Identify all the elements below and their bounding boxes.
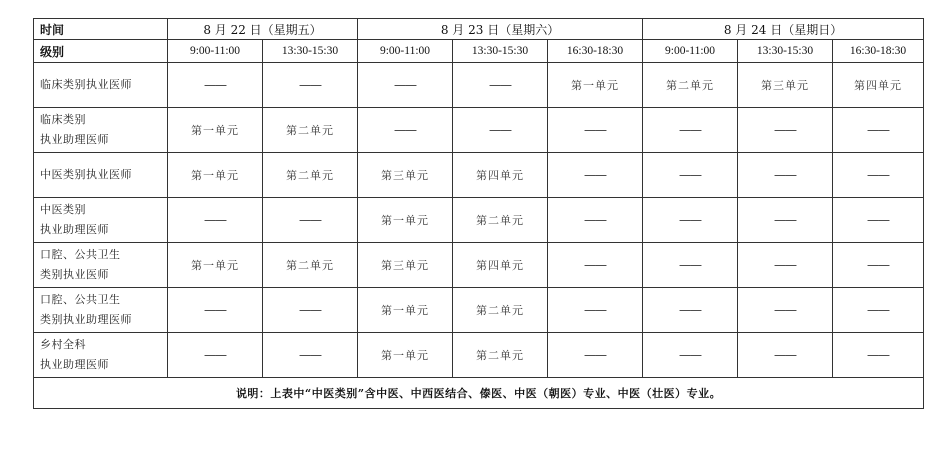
schedule-cell <box>643 108 738 153</box>
level-label-line: 执业助理医师 <box>40 358 109 371</box>
schedule-cell <box>263 153 358 198</box>
time-slot-header: 13:30-15:30 <box>453 40 548 63</box>
unit-label: 第四单元 <box>476 259 525 272</box>
schedule-cell <box>168 288 263 333</box>
empty-dash: —— <box>774 168 797 182</box>
empty-dash: —— <box>584 213 607 227</box>
level-label-line: 口腔、公共卫生 <box>40 293 121 306</box>
level-label-line: 中医类别执业医师 <box>40 168 132 181</box>
slot-header-row <box>34 40 924 63</box>
empty-dash: —— <box>489 123 512 137</box>
schedule-cell <box>453 198 548 243</box>
empty-dash: —— <box>584 258 607 272</box>
time-slot-header: 16:30-18:30 <box>833 40 924 63</box>
empty-dash: —— <box>679 213 702 227</box>
date-header: 8 月 23 日（星期六） <box>358 19 643 40</box>
unit-label: 第四单元 <box>476 169 525 182</box>
table-row <box>34 108 924 153</box>
table-row <box>34 153 924 198</box>
level-label-line: 临床类别执业医师 <box>40 78 132 91</box>
empty-dash: —— <box>299 348 321 362</box>
schedule-cell <box>358 63 453 108</box>
schedule-cell <box>833 333 924 378</box>
unit-label: 第一单元 <box>381 214 430 227</box>
unit-label: 第二单元 <box>286 124 334 137</box>
schedule-cell <box>643 288 738 333</box>
empty-dash: —— <box>584 123 607 137</box>
empty-dash: —— <box>204 348 226 362</box>
empty-dash: —— <box>394 78 417 92</box>
empty-dash: —— <box>774 258 797 272</box>
empty-dash: —— <box>299 78 321 92</box>
level-label <box>34 333 168 378</box>
schedule-cell <box>263 333 358 378</box>
schedule-cell <box>168 108 263 153</box>
unit-label: 第一单元 <box>571 79 620 92</box>
schedule-cell <box>833 108 924 153</box>
schedule-cell <box>168 333 263 378</box>
unit-label: 第一单元 <box>191 259 239 272</box>
level-label <box>34 108 168 153</box>
empty-dash: —— <box>867 348 890 362</box>
schedule-cell <box>548 153 643 198</box>
level-label <box>34 63 168 108</box>
empty-dash: —— <box>679 348 702 362</box>
level-label-line: 临床类别 <box>40 113 86 126</box>
empty-dash: —— <box>204 78 226 92</box>
empty-dash: —— <box>867 258 890 272</box>
empty-dash: —— <box>867 213 890 227</box>
schedule-cell <box>548 198 643 243</box>
schedule-cell <box>453 333 548 378</box>
date-header: 8 月 24 日（星期日） <box>643 19 924 40</box>
table-row <box>34 333 924 378</box>
schedule-cell <box>643 243 738 288</box>
level-label <box>34 153 168 198</box>
empty-dash: —— <box>679 123 702 137</box>
schedule-cell <box>358 243 453 288</box>
table-row <box>34 198 924 243</box>
empty-dash: —— <box>584 348 607 362</box>
schedule-cell <box>738 108 833 153</box>
schedule-cell <box>548 63 643 108</box>
time-slot-header: 13:30-15:30 <box>738 40 833 63</box>
schedule-cell <box>263 288 358 333</box>
schedule-cell <box>548 108 643 153</box>
level-label <box>34 243 168 288</box>
schedule-container <box>33 18 924 409</box>
date-header: 8 月 22 日（星期五） <box>168 19 358 40</box>
schedule-cell <box>738 243 833 288</box>
empty-dash: —— <box>299 213 321 227</box>
schedule-cell <box>548 243 643 288</box>
empty-dash: —— <box>489 78 512 92</box>
schedule-cell <box>453 153 548 198</box>
schedule-cell <box>263 63 358 108</box>
level-label-line: 执业助理医师 <box>40 223 109 236</box>
unit-label: 第一单元 <box>191 169 239 182</box>
level-label-line: 乡村全科 <box>40 338 86 351</box>
schedule-cell <box>358 108 453 153</box>
schedule-cell <box>643 198 738 243</box>
unit-label: 第二单元 <box>286 259 334 272</box>
unit-label: 第一单元 <box>381 304 430 317</box>
empty-dash: —— <box>204 213 226 227</box>
empty-dash: —— <box>774 348 797 362</box>
exam-schedule-table <box>33 18 924 409</box>
time-slot-header: 9:00-11:00 <box>358 40 453 63</box>
unit-label: 第一单元 <box>381 349 430 362</box>
empty-dash: —— <box>204 303 226 317</box>
empty-dash: —— <box>867 123 890 137</box>
empty-dash: —— <box>774 303 797 317</box>
schedule-cell <box>738 333 833 378</box>
schedule-cell <box>168 63 263 108</box>
empty-dash: —— <box>394 123 417 137</box>
schedule-cell <box>453 63 548 108</box>
schedule-cell <box>263 243 358 288</box>
unit-label: 第二单元 <box>476 349 525 362</box>
time-slot-header: 9:00-11:00 <box>643 40 738 63</box>
schedule-cell <box>358 198 453 243</box>
schedule-cell <box>168 243 263 288</box>
empty-dash: —— <box>679 168 702 182</box>
schedule-cell <box>548 288 643 333</box>
unit-label: 第三单元 <box>761 79 810 92</box>
empty-dash: —— <box>867 303 890 317</box>
unit-label: 第二单元 <box>666 79 715 92</box>
empty-dash: —— <box>679 303 702 317</box>
time-slot-header: 13:30-15:30 <box>263 40 358 63</box>
schedule-cell <box>738 198 833 243</box>
level-label-line: 类别执业助理医师 <box>40 313 132 326</box>
level-label <box>34 198 168 243</box>
schedule-cell <box>358 153 453 198</box>
empty-dash: —— <box>867 168 890 182</box>
empty-dash: —— <box>584 303 607 317</box>
table-row <box>34 63 924 108</box>
note-row <box>34 378 924 409</box>
table-row <box>34 243 924 288</box>
table-note: 说明：上表中“中医类别”含中医、中西医结合、傣医、中医（朝医）专业、中医（壮医）专业。 <box>34 378 924 409</box>
unit-label: 第三单元 <box>381 169 430 182</box>
level-label-line: 执业助理医师 <box>40 133 109 146</box>
empty-dash: —— <box>774 213 797 227</box>
empty-dash: —— <box>299 303 321 317</box>
schedule-cell <box>833 243 924 288</box>
level-label-line: 中医类别 <box>40 203 86 216</box>
unit-label: 第一单元 <box>191 124 239 137</box>
schedule-cell <box>453 108 548 153</box>
unit-label: 第四单元 <box>854 79 903 92</box>
schedule-cell <box>168 153 263 198</box>
unit-label: 第二单元 <box>476 214 525 227</box>
schedule-cell <box>168 198 263 243</box>
schedule-cell <box>643 63 738 108</box>
time-slot-header: 16:30-18:30 <box>548 40 643 63</box>
schedule-cell <box>548 333 643 378</box>
schedule-cell <box>263 198 358 243</box>
schedule-cell <box>358 333 453 378</box>
schedule-cell <box>643 333 738 378</box>
schedule-cell <box>358 288 453 333</box>
level-label-line: 口腔、公共卫生 <box>40 248 121 261</box>
empty-dash: —— <box>679 258 702 272</box>
empty-dash: —— <box>584 168 607 182</box>
schedule-cell <box>833 288 924 333</box>
schedule-cell <box>738 288 833 333</box>
schedule-cell <box>738 63 833 108</box>
schedule-cell <box>453 288 548 333</box>
schedule-cell <box>738 153 833 198</box>
schedule-cell <box>833 198 924 243</box>
table-row <box>34 288 924 333</box>
empty-dash: —— <box>774 123 797 137</box>
level-label-line: 类别执业医师 <box>40 268 109 281</box>
schedule-cell <box>833 153 924 198</box>
unit-label: 第三单元 <box>381 259 430 272</box>
corner-level-label: 级别 <box>34 40 168 63</box>
time-slot-header: 9:00-11:00 <box>168 40 263 63</box>
unit-label: 第二单元 <box>476 304 525 317</box>
date-header-row <box>34 19 924 40</box>
level-label <box>34 288 168 333</box>
schedule-cell <box>643 153 738 198</box>
schedule-cell <box>453 243 548 288</box>
schedule-cell <box>833 63 924 108</box>
unit-label: 第二单元 <box>286 169 334 182</box>
corner-time-label: 时间 <box>34 19 168 40</box>
schedule-cell <box>263 108 358 153</box>
